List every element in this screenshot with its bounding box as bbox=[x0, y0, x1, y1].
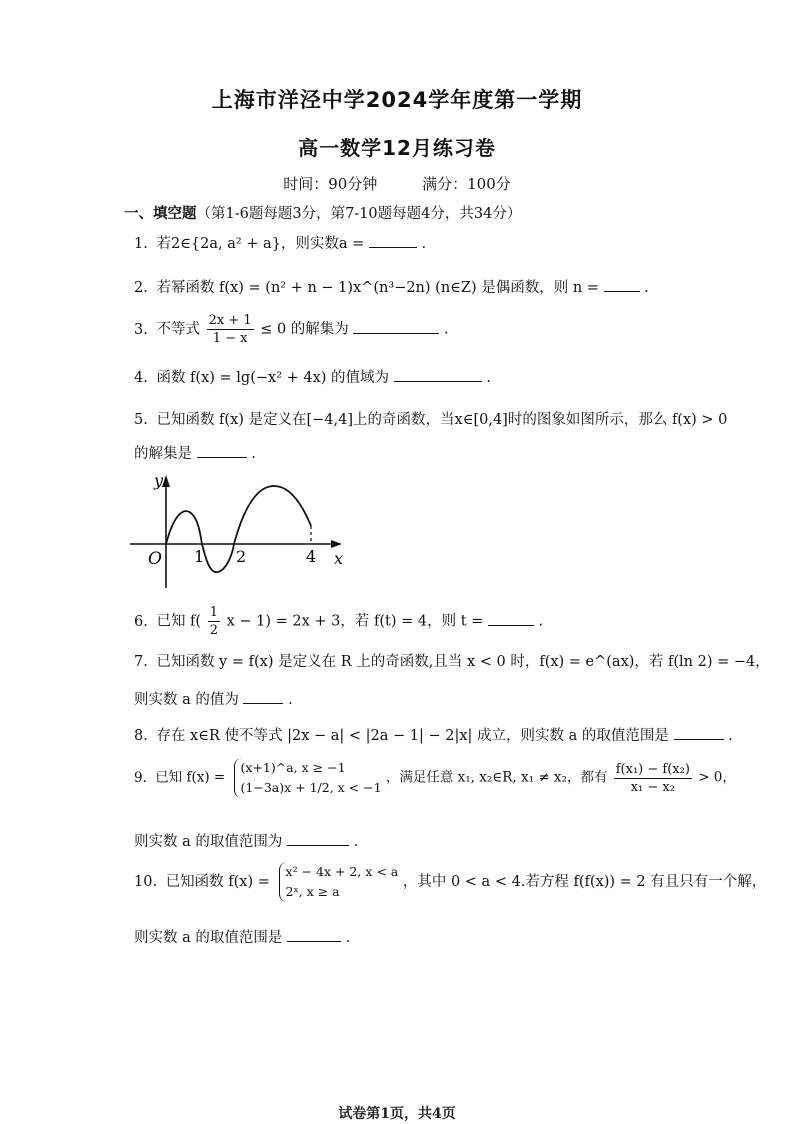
piecewise-brace bbox=[279, 862, 399, 902]
answer-blank[interactable] bbox=[394, 367, 482, 382]
question-2 bbox=[134, 276, 649, 297]
answer-blank[interactable] bbox=[197, 443, 247, 458]
fraction-denominator: 1 − x bbox=[212, 331, 248, 346]
exam-meta bbox=[0, 173, 794, 194]
answer-blank[interactable] bbox=[674, 725, 724, 740]
question-text-mid: ，满足任意 x₁, x₂∈R, x₁ ≠ x₂，都有 bbox=[385, 769, 608, 786]
question-1 bbox=[134, 232, 426, 253]
question-number: 6. bbox=[134, 613, 148, 630]
question-number: 3. bbox=[134, 321, 148, 338]
question-number: 5. bbox=[134, 412, 148, 428]
question-end: . bbox=[644, 280, 649, 296]
page-subtitle: 高一数学12月练习卷 bbox=[298, 136, 496, 160]
answer-blank[interactable] bbox=[287, 927, 341, 942]
question-text: 已知 f(x) = bbox=[155, 769, 226, 786]
question-6 bbox=[134, 604, 543, 639]
function-graph bbox=[124, 466, 354, 592]
question-3 bbox=[134, 312, 449, 347]
question-text: 已知函数 f(x) = bbox=[165, 874, 270, 890]
question-text: 则实数 a 的取值范围为 bbox=[134, 834, 283, 850]
question-end: . bbox=[353, 834, 359, 850]
question-5 bbox=[134, 408, 727, 429]
page-footer: 试卷第1页，共4页 bbox=[338, 1106, 456, 1122]
question-number: 8. bbox=[134, 728, 148, 744]
question-text-tail: x − 1) = 2x + 3，若 f(t) = 4，则 t = bbox=[226, 613, 484, 630]
y-axis-arrow bbox=[162, 475, 170, 487]
section-title: 一、填空题 bbox=[124, 206, 197, 222]
difference-quotient bbox=[614, 761, 692, 796]
question-9 bbox=[134, 758, 736, 798]
question-5-line2 bbox=[134, 442, 256, 463]
question-10-line2 bbox=[134, 926, 350, 947]
piecewise-case-2: 2ˣ, x ≥ a bbox=[285, 884, 340, 899]
y-axis-label: y bbox=[154, 471, 164, 490]
full-score: 满分：100分 bbox=[422, 175, 511, 193]
question-text: 则实数 a 的值为 bbox=[134, 692, 239, 708]
question-text: 函数 f(x) = lg(−x² + 4x) 的值域为 bbox=[156, 370, 390, 386]
half-fraction bbox=[208, 604, 220, 639]
question-number: 10. bbox=[134, 874, 158, 890]
question-end: . bbox=[288, 692, 293, 708]
question-text-tail: > 0， bbox=[698, 769, 736, 786]
question-end: . bbox=[728, 728, 733, 744]
fraction-denominator: 2 bbox=[209, 623, 218, 638]
inequality-fraction bbox=[207, 312, 254, 347]
piecewise-case-2: (1−3a)x + 1/2, x < −1 bbox=[240, 780, 382, 795]
answer-blank[interactable] bbox=[488, 611, 534, 626]
question-text: 的解集是 bbox=[134, 446, 192, 462]
question-end: . bbox=[251, 446, 256, 462]
question-7 bbox=[134, 650, 770, 671]
question-7-line2 bbox=[134, 688, 293, 709]
answer-blank[interactable] bbox=[604, 277, 640, 292]
question-10 bbox=[134, 862, 766, 902]
fraction-numerator: f(x₁) − f(x₂) bbox=[615, 761, 690, 777]
question-text: 若2∈{2a, a² + a}，则实数a = bbox=[156, 236, 365, 252]
question-end: . bbox=[538, 613, 544, 630]
question-9-line2 bbox=[134, 830, 358, 851]
question-text: 已知 f( bbox=[156, 613, 202, 630]
question-number: 1. bbox=[134, 236, 148, 252]
question-number: 9. bbox=[134, 769, 147, 786]
question-text-tail: ，其中 0 < a < 4.若方程 f(f(x)) = 2 有且只有一个解， bbox=[402, 874, 767, 890]
origin-label: O bbox=[148, 549, 162, 569]
question-text: 存在 x∈R 使不等式 |2x − a| < |2a − 1| − 2|x| 成立，则实数 a 的取值范围是 bbox=[156, 728, 669, 744]
answer-blank[interactable] bbox=[287, 831, 349, 846]
x-axis-label: x bbox=[334, 549, 344, 568]
piecewise-case-1: x² − 4x + 2, x < a bbox=[285, 864, 399, 879]
fraction-numerator: 2x + 1 bbox=[208, 313, 252, 328]
answer-blank[interactable] bbox=[369, 233, 417, 248]
question-8 bbox=[134, 724, 733, 745]
fraction-numerator: 1 bbox=[209, 605, 218, 620]
question-text: 则实数 a 的取值范围是 bbox=[134, 930, 283, 946]
piecewise-brace bbox=[234, 758, 382, 798]
question-end: . bbox=[444, 321, 449, 338]
piecewise-case-1: (x+1)^a, x ≥ −1 bbox=[240, 760, 346, 775]
question-4 bbox=[134, 366, 491, 387]
answer-blank[interactable] bbox=[353, 319, 439, 334]
question-end: . bbox=[345, 930, 351, 946]
question-text-tail: ≤ 0 的解集为 bbox=[260, 321, 349, 338]
question-number: 2. bbox=[134, 280, 148, 296]
section-note: （第1-6题每题3分，第7-10题每题4分，共34分） bbox=[196, 206, 522, 222]
question-text: 已知函数 f(x) 是定义在[−4,4]上的奇函数，当x∈[0,4]时的图象如图所示，那么 f(x) > 0 bbox=[156, 412, 728, 428]
fraction-denominator: x₁ − x₂ bbox=[630, 779, 675, 795]
section-heading bbox=[124, 202, 521, 223]
time-limit: 时间：90分钟 bbox=[283, 175, 378, 193]
question-number: 7. bbox=[134, 654, 148, 670]
page-title: 上海市洋泾中学2024学年度第一学期 bbox=[211, 88, 583, 112]
question-end: . bbox=[421, 236, 427, 252]
tick-label-4: 4 bbox=[306, 547, 317, 566]
question-text: 不等式 bbox=[156, 321, 200, 338]
question-text: 若幂函数 f(x) = (n² + n − 1)x^(n³−2n) (n∈Z) 是偶函数，则 n = bbox=[156, 280, 599, 296]
tick-label-1: 1 bbox=[194, 547, 205, 566]
x-axis-arrow bbox=[331, 540, 342, 548]
answer-blank[interactable] bbox=[243, 689, 283, 704]
question-number: 4. bbox=[134, 370, 148, 386]
question-text: 已知函数 y = f(x) 是定义在 R 上的奇函数,且当 x < 0 时，f(x) = e^(ax)，若 f(ln 2) = −4， bbox=[156, 654, 770, 670]
question-end: . bbox=[486, 370, 491, 386]
tick-label-2: 2 bbox=[236, 547, 247, 566]
